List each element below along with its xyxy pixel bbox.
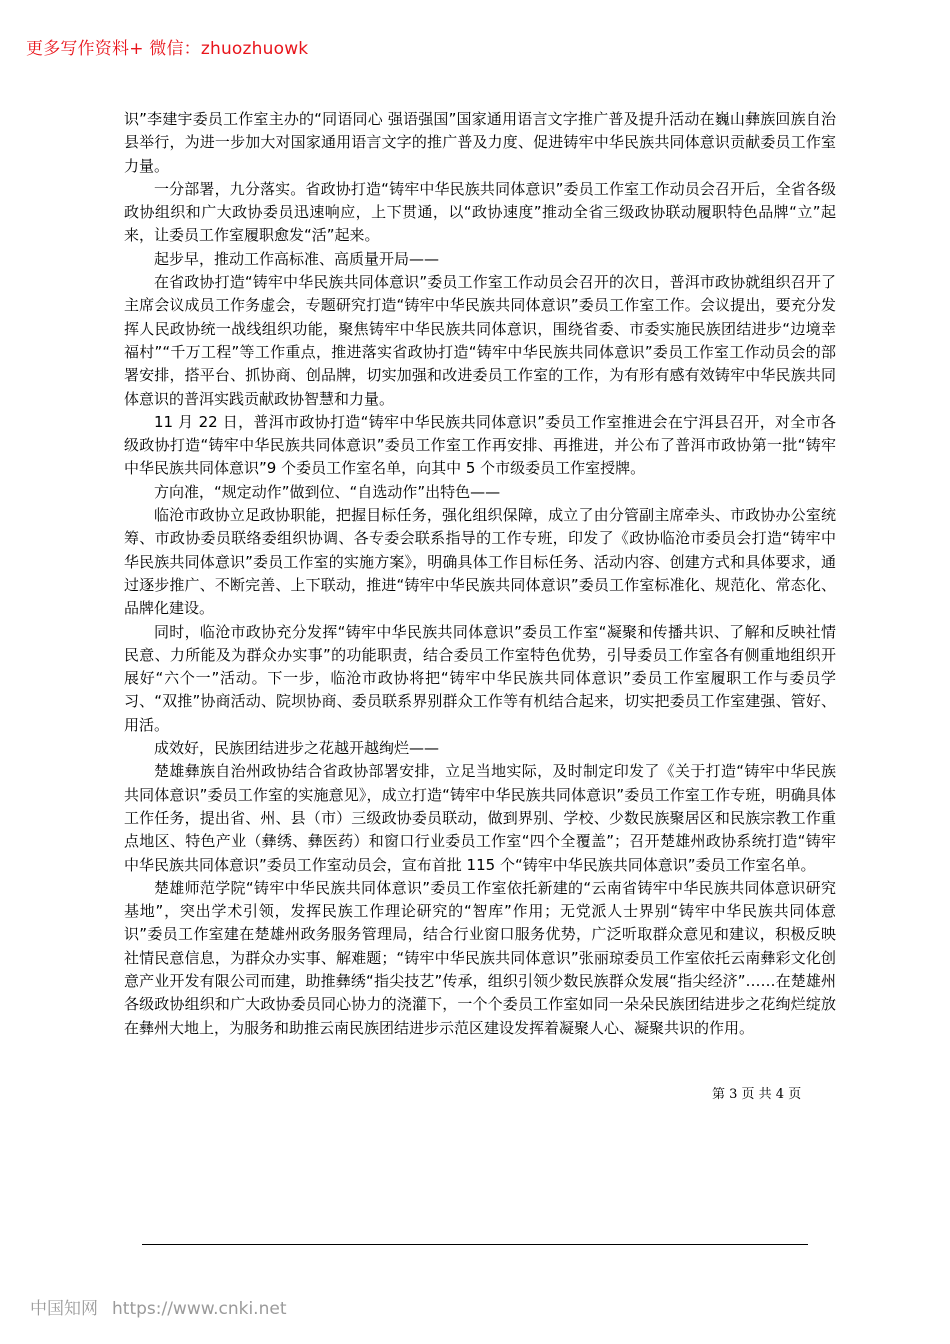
page-number: 第 3 页 共 4 页 [712, 1087, 802, 1102]
promo-banner: 更多写作资料+ 微信：zhuozhuowk [26, 39, 309, 59]
watermark-brand: 中国知网 [30, 1299, 98, 1319]
paragraph: 同时，临沧市政协充分发挥“铸牢中华民族共同体意识”委员工作室“凝聚和传播共识、了解和反映社情民意、力所能及为群众办实事”的功能职责，结合委员工作室特色优势，引导委员工作室各有侧重地组织开展好“六个一”活动。下一步，临沧市政协将把“铸牢中华民族共同体意识”委员工作室履职工作与委员学习、“双推”协商活动、院坝协商、委员联系界别群众工作等有机结合起来，切实把委员工作室建强、管好、用活。 [124, 622, 836, 734]
footer-divider [142, 1244, 808, 1245]
paragraph: 一分部署，九分落实。省政协打造“铸牢中华民族共同体意识”委员工作室工作动员会召开后，全省各级政协组织和广大政协委员迅速响应，上下贯通，以“政协速度”推动全省三级政协联动履职特色品牌“立”起来，让委员工作室履职愈发“活”起来。 [124, 179, 836, 245]
paragraph: 临沧市政协立足政协职能，把握目标任务，强化组织保障，成立了由分管副主席牵头、市政协办公室统筹、市政协委员联络委组织协调、各专委会联系指导的工作专班，印发了《政协临沧市委员会打造“铸牢中华民族共同体意识”委员工作室的实施方案》，明确具体工作目标任务、活动内容、创建方式和具体要求，通过逐步推广、不断完善、上下联动，推进“铸牢中华民族共同体意识”委员工作室标准化、规范化、常态化、品牌化建设。 [124, 506, 836, 618]
article-body [124, 108, 836, 1040]
section-heading: 方向准，“规定动作”做到位、“自选动作”出特色—— [154, 482, 501, 501]
section-heading: 成效好，民族团结进步之花越开越绚烂—— [154, 739, 440, 758]
paragraph: 楚雄彝族自治州政协结合省政协部署安排，立足当地实际，及时制定印发了《关于打造“铸牢中华民族共同体意识”委员工作室的实施意见》，成立打造“铸牢中华民族共同体意识”委员工作室工作专班，明确具体工作任务，提出省、州、县（市）三级政协委员联动，做到界别、学校、少数民族聚居区和民族宗教工作重点地区、特色产业（彝绣、彝医药）和窗口行业委员工作室“四个全覆盖”；召开楚雄州政协系统打造“铸牢中华民族共同体意识”委员工作室动员会，宣布首批 115 个“铸牢中华民族共同体意识”委员工作室名单。 [124, 762, 836, 874]
section-heading: 起步早，推动工作高标准、高质量开局—— [154, 249, 440, 268]
paragraph: 在省政协打造“铸牢中华民族共同体意识”委员工作室工作动员会召开的次日，普洱市政协就组织召开了主席会议成员工作务虚会，专题研究打造“铸牢中华民族共同体意识”委员工作室工作。会议提出，要充分发挥人民政协统一战线组织功能，聚焦铸牢中华民族共同体意识，围绕省委、市委实施民族团结进步“边境幸福村”“千万工程”等工作重点，推进落实省政协打造“铸牢中华民族共同体意识”委员工作室工作动员会的部署安排，搭平台、抓协商、创品牌，切实加强和改进委员工作室的工作，为有形有感有效铸牢中华民族共同体意识的普洱实践贡献政协智慧和力量。 [124, 273, 836, 408]
cnki-watermark [30, 1294, 286, 1319]
paragraph: 识”李建宇委员工作室主办的“同语同心 强语强国”国家通用语言文字推广普及提升活动在巍山彝族回族自治县举行，为进一步加大对国家通用语言文字的推广普及力度、促进铸牢中华民族共同体意识贡献委员工作室力量。 [124, 110, 836, 175]
paragraph: 楚雄师范学院“铸牢中华民族共同体意识”委员工作室依托新建的“云南省铸牢中华民族共同体意识研究基地”，突出学术引领，发挥民族工作理论研究的“智库”作用；无党派人士界别“铸牢中华民族共同体意识”委员工作室建在楚雄州政务服务管理局，结合行业窗口服务优势，广泛听取群众意见和建议，积极反映社情民意信息，为群众办实事、解难题；“铸牢中华民族共同体意识”张丽琼委员工作室依托云南彝彩文化创意产业开发有限公司而建，助推彝绣“指尖技艺”传承，组织引领少数民族群众发展“指尖经济”……在楚雄州各级政协组织和广大政协委员同心协力的浇灌下，一个个委员工作室如同一朵朵民族团结进步之花绚烂绽放在彝州大地上，为服务和助推云南民族团结进步示范区建设发挥着凝聚人心、凝聚共识的作用。 [124, 878, 836, 1037]
watermark-url: https://www.cnki.net [112, 1299, 287, 1319]
paragraph: 11 月 22 日，普洱市政协打造“铸牢中华民族共同体意识”委员工作室推进会在宁洱县召开，对全市各级政协打造“铸牢中华民族共同体意识”委员工作室工作再安排、再推进，并公布了普洱市政协第一批“铸牢中华民族共同体意识”9 个委员工作室名单，向其中 5 个市级委员工作室授牌。 [124, 412, 836, 478]
